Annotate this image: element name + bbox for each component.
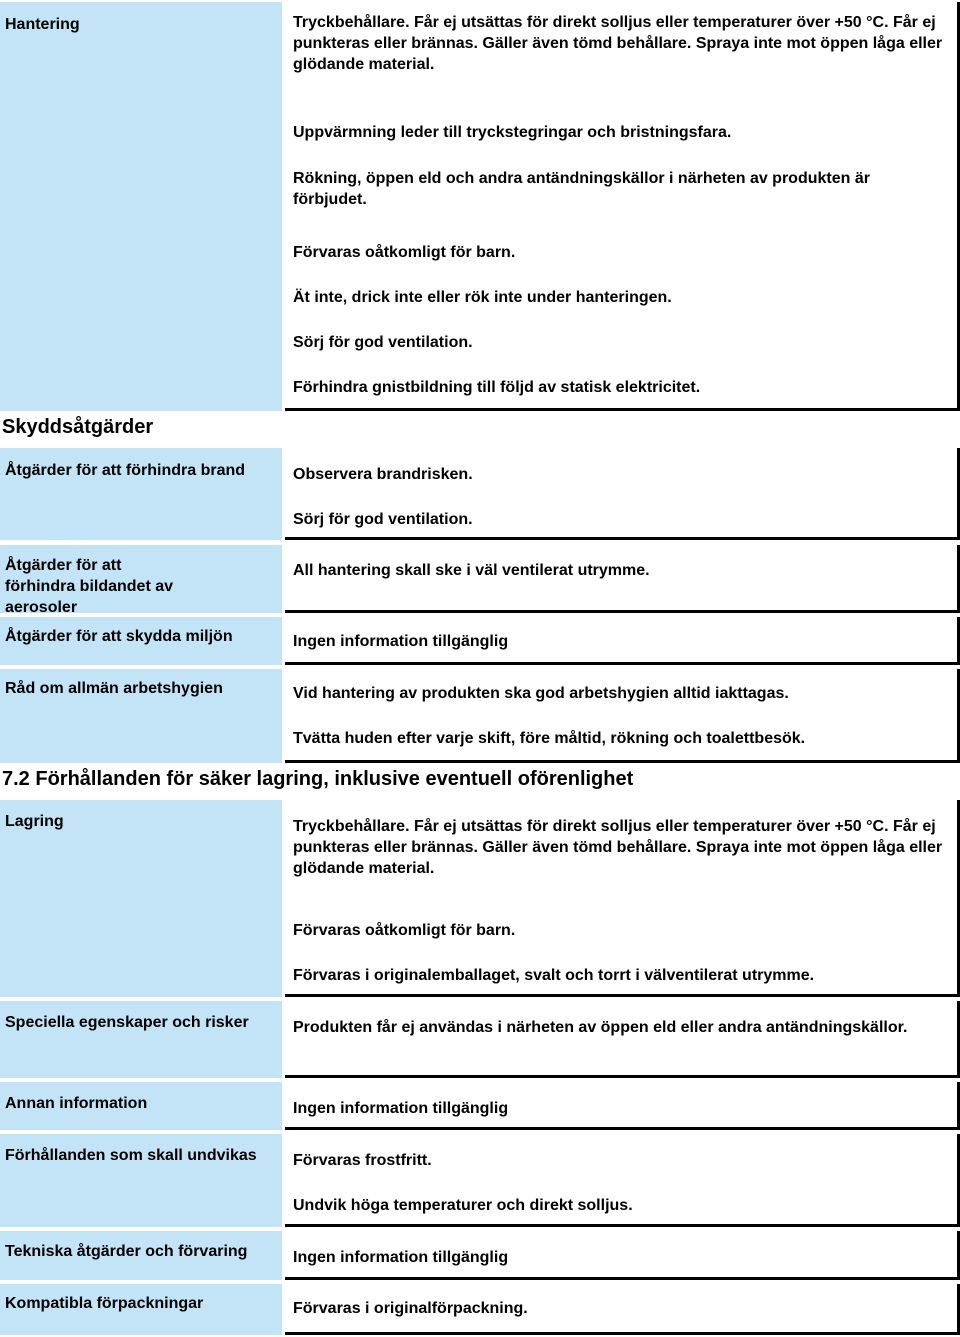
storage-packaging-text-1: Förvaras i originalförpackning. [293,1300,528,1317]
storage-storage-text-3: Förvaras i originalemballaget, svalt och torrt i välventilerat utrymme. [293,967,815,984]
storage-row-storage [0,800,960,997]
storage-value-storage [285,800,960,997]
handling-text-3: Rökning, öppen eld och andra antändningskällor i närheten av produkten är förbjudet. [293,170,870,208]
handling-label: Hantering [0,2,282,411]
storage-technical-text-1: Ingen information tillgänglig [293,1249,509,1266]
protective-hygiene-text-2: Tvätta huden efter varje skift, före måltid, rökning och toalettbesök. [293,730,806,747]
handling-row [0,2,960,411]
protective-label-aerosol: Åtgärder för att förhindra bildandet av aerosoler [0,545,282,613]
handling-text-1: Tryckbehållare. Får ej utsättas för direkt solljus eller temperaturer över +50 °C. Får ej punkteras eller brännas. Gäller även tömd behållare. Spraya inte mot öppen låga eller glödande material. [293,14,943,73]
protective-value-environment [285,617,960,665]
storage-row-packaging [0,1284,960,1335]
storage-row-avoid [0,1134,960,1227]
protective-environment-text-1: Ingen information tillgänglig [293,633,509,650]
handling-text-5: Ät inte, drick inte eller rök inte under hanteringen. [293,289,672,306]
protective-row-fire [0,448,960,540]
storage-avoid-text-1: Förvaras frostfritt. [293,1152,432,1169]
protective-row-hygiene [0,669,960,763]
handling-value [285,2,960,411]
protective-row-environment [0,617,960,665]
storage-value-special [285,1001,960,1078]
storage-other-text-1: Ingen information tillgänglig [293,1100,509,1117]
protective-value-hygiene [285,669,960,763]
storage-row-technical [0,1231,960,1280]
storage-value-technical [285,1231,960,1280]
storage-label-packaging: Kompatibla förpackningar [0,1284,282,1335]
storage-label-avoid: Förhållanden som skall undvikas [0,1134,282,1227]
storage-avoid-text-2: Undvik höga temperaturer och direkt solljus. [293,1197,633,1214]
protective-label-environment: Åtgärder för att skydda miljön [0,617,282,665]
protective-heading: Skyddsåtgärder [2,416,154,438]
handling-text-7: Förhindra gnistbildning till följd av statisk elektricitet. [293,379,701,396]
storage-value-avoid [285,1134,960,1227]
protective-aerosol-text-1: All hantering skall ske i väl ventilerat utrymme. [293,562,650,579]
storage-storage-text-1: Tryckbehållare. Får ej utsättas för direkt solljus eller temperaturer över +50 °C. Får ej punkteras eller brännas. Gäller även tömd behållare. Spraya inte mot öppen låga eller glödande material. [293,818,943,877]
protective-row-aerosol [0,545,960,616]
protective-fire-text-2: Sörj för god ventilation. [293,511,473,528]
storage-value-other [285,1082,960,1130]
storage-row-special [0,1001,960,1078]
protective-fire-text-1: Observera brandrisken. [293,466,473,483]
protective-label-hygiene: Råd om allmän arbetshygien [0,669,282,763]
storage-value-packaging [285,1284,960,1335]
storage-label-other: Annan information [0,1082,282,1130]
storage-label-special: Speciella egenskaper och risker [0,1001,282,1078]
protective-value-fire [285,448,960,540]
storage-row-other [0,1082,960,1130]
protective-hygiene-text-1: Vid hantering av produkten ska god arbetshygien alltid iakttagas. [293,685,789,702]
storage-special-text-1: Produkten får ej användas i närheten av öppen eld eller andra antändningskällor. [293,1019,908,1036]
protective-label-fire: Åtgärder för att förhindra brand [0,448,282,540]
storage-label-technical: Tekniska åtgärder och förvaring [0,1231,282,1280]
handling-text-6: Sörj för god ventilation. [293,334,473,351]
protective-value-aerosol [285,545,960,613]
handling-text-2: Uppvärmning leder till tryckstegringar och bristningsfara. [293,124,732,141]
storage-heading: 7.2 Förhållanden för säker lagring, inklusive eventuell oförenlighet [2,768,634,790]
handling-text-4: Förvaras oåtkomligt för barn. [293,244,516,261]
storage-storage-text-2: Förvaras oåtkomligt för barn. [293,922,516,939]
storage-label-storage: Lagring [0,800,282,997]
